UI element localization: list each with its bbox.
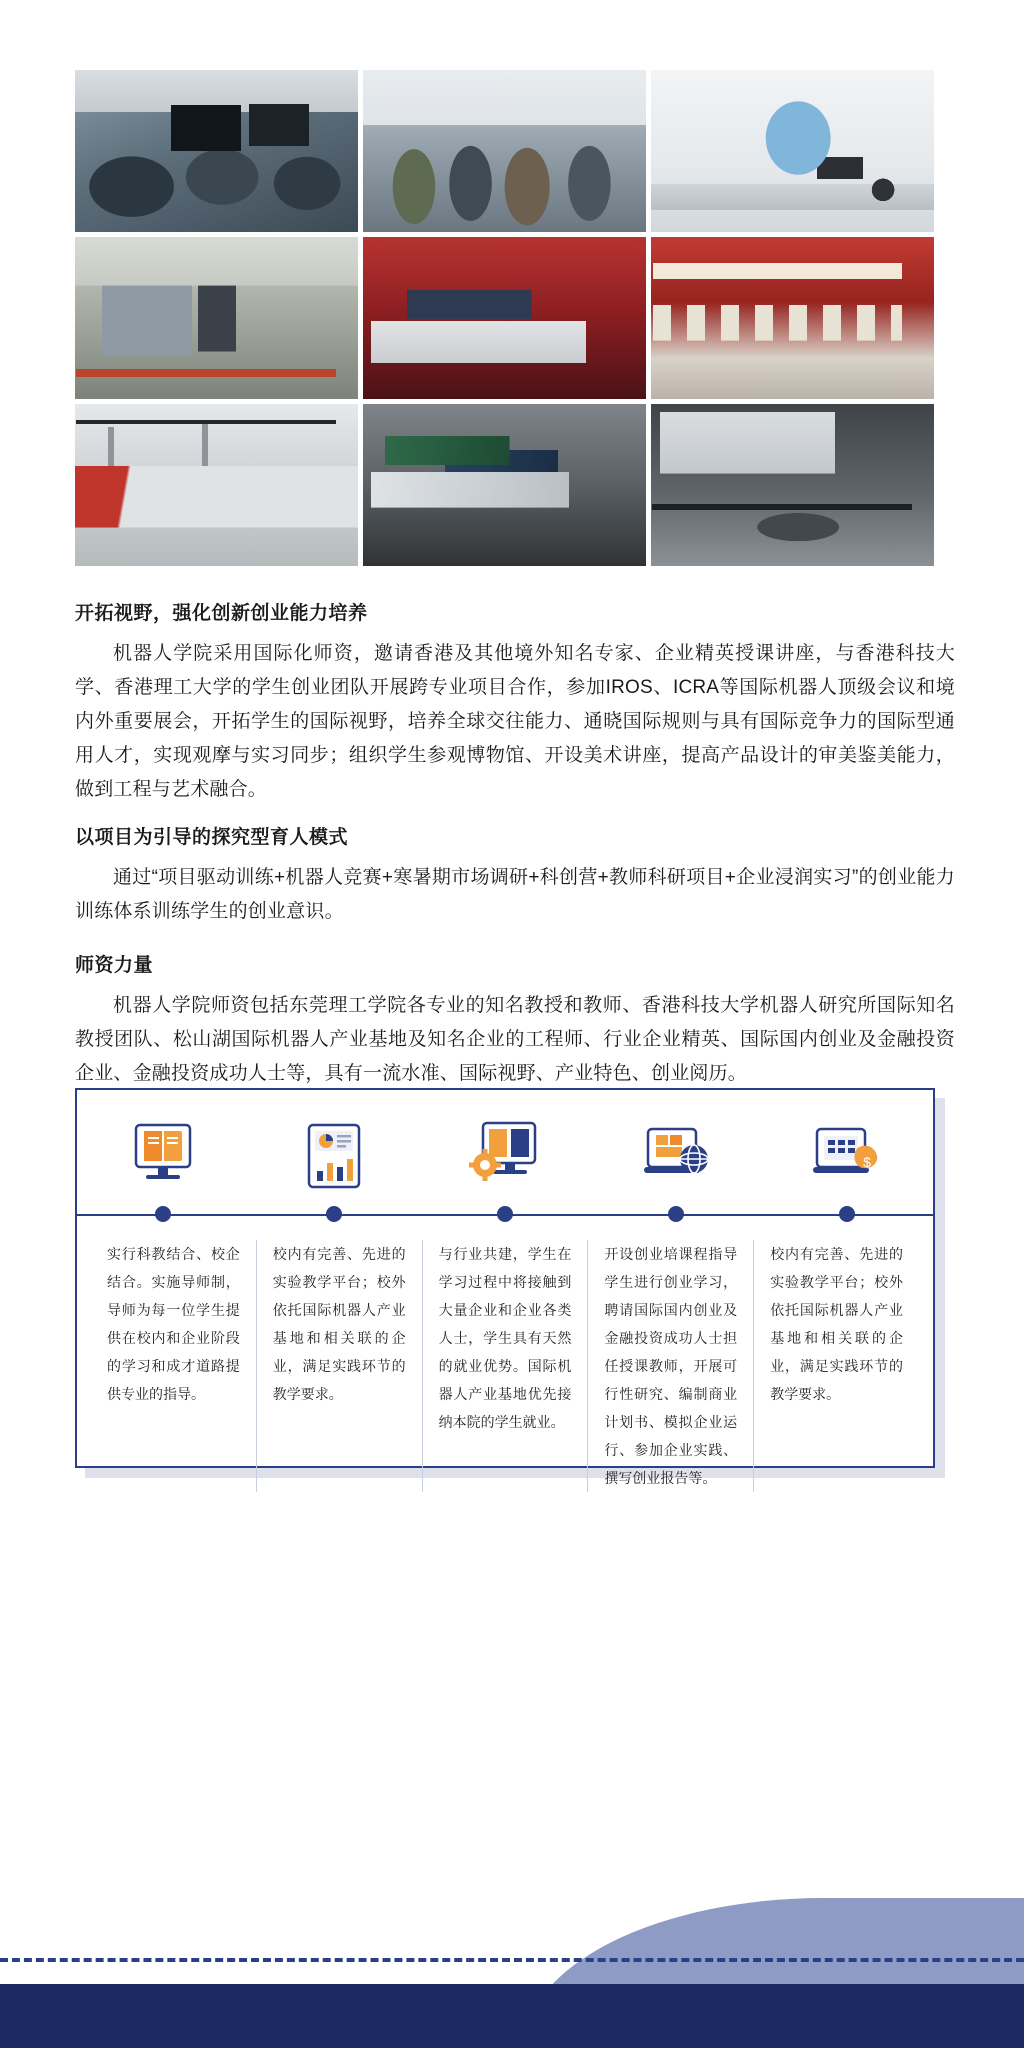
icon-cell bbox=[248, 1108, 419, 1200]
monitor-book-icon bbox=[128, 1119, 198, 1200]
laptop-money-icon bbox=[809, 1119, 885, 1200]
photo-gallery bbox=[75, 70, 950, 566]
section-heading: 开拓视野，强化创新创业能力培养 bbox=[75, 603, 368, 624]
section-faculty-strength bbox=[75, 950, 955, 1091]
infographic-item-text: 校内有完善、先进的实验教学平台；校外依托国际机器人产业基地和相关联的企业，满足实践环节的教学要求。 bbox=[770, 1246, 903, 1402]
timeline-dot bbox=[497, 1206, 513, 1222]
laptop-globe-icon bbox=[638, 1119, 714, 1200]
icon-cell bbox=[419, 1108, 590, 1200]
infographic-item-text: 与行业共建，学生在学习过程中将接触到大量企业和企业各类人士，学生具有天然的就业优势。国际机器人产业基地优先接纳本院的学生就业。 bbox=[423, 1240, 589, 1492]
photo-robot-part-closeup bbox=[651, 70, 934, 232]
timeline-dots bbox=[77, 1206, 933, 1222]
photo-students-visiting bbox=[363, 70, 646, 232]
section-international-vision bbox=[75, 598, 955, 807]
section-paragraph: 机器人学院师资包括东莞理工学院各专业的知名教授和教师、香港科技大学机器人研究所国际知名教授团队、松山湖国际机器人产业基地及知名企业的工程师、行业企业精英、国际国内创业及金融投资企业、金融投资成功人士等，具有一流水准、国际视野、产业特色、创业阅历。 bbox=[75, 995, 955, 1084]
timeline-dot bbox=[155, 1206, 171, 1222]
infographic-columns bbox=[77, 1240, 933, 1492]
photo-racing-robot bbox=[75, 404, 358, 566]
monitor-gear-icon bbox=[467, 1119, 543, 1200]
infographic-item-text: 开设创业培课程指导学生进行创业学习，聘请国际国内创业及金融投资成功人士担任授课教师，开展可行性研究、编制商业计划书、模拟企业运行、参加企业实践、撰写创业报告等。 bbox=[588, 1240, 754, 1492]
section-heading: 师资力量 bbox=[75, 955, 154, 976]
icon-cell bbox=[77, 1108, 248, 1200]
chart-report-icon bbox=[299, 1119, 369, 1200]
section-project-driven-model bbox=[75, 822, 955, 929]
svg-text:$: $ bbox=[863, 1154, 872, 1170]
infographic-card bbox=[75, 1088, 935, 1486]
photo-uwb-circuit-boards bbox=[363, 404, 646, 566]
photo-drone-lab bbox=[651, 404, 934, 566]
photo-robot-assembly-gym bbox=[75, 237, 358, 399]
photo-robocon-team-group bbox=[651, 237, 934, 399]
icon-cell bbox=[591, 1108, 762, 1200]
footer-dashed-line bbox=[0, 1958, 1024, 1962]
timeline-dot bbox=[668, 1206, 684, 1222]
section-paragraph: 通过“项目驱动训练+机器人竞赛+寒暑期市场调研+科创营+教师科研项目+企业浸润实习”的创业能力训练体系训练学生的创业意识。 bbox=[75, 867, 955, 922]
footer-bar bbox=[0, 1984, 1024, 2048]
timeline-dot bbox=[326, 1206, 342, 1222]
timeline-dot bbox=[839, 1206, 855, 1222]
footer-decoration bbox=[0, 1888, 1024, 2048]
section-heading: 以项目为引导的探究型育人模式 bbox=[75, 827, 349, 848]
section-paragraph: 机器人学院采用国际化师资，邀请香港及其他境外知名专家、企业精英授课讲座，与香港科技大学、香港理工大学的学生创业团队开展跨专业项目合作，参加IROS、ICRA等国际机器人顶级会议和境内外重要展会，开拓学生的国际视野，培养全球交往能力、通晓国际规则与具有国际竞争力的国际型通用人才，实现观摩与实习同步；组织学生参观博物馆、开设美术讲座，提高产品设计的审美鉴美能力，做到工程与艺术融合。 bbox=[75, 643, 955, 800]
infographic-icon-row bbox=[77, 1108, 933, 1200]
icon-cell bbox=[762, 1108, 933, 1200]
photo-competition-stage bbox=[363, 237, 646, 399]
infographic-item-text: 实行科教结合、校企结合。实施导师制，导师为每一位学生提供在校内和企业阶段的学习和成才道路提供专业的指导。 bbox=[91, 1240, 257, 1492]
infographic-item-text: 校内有完善、先进的实验教学平台；校外依托国际机器人产业基地和相关联的企业，满足实践环节的教学要求。 bbox=[257, 1240, 423, 1492]
photo-lab-computers bbox=[75, 70, 358, 232]
